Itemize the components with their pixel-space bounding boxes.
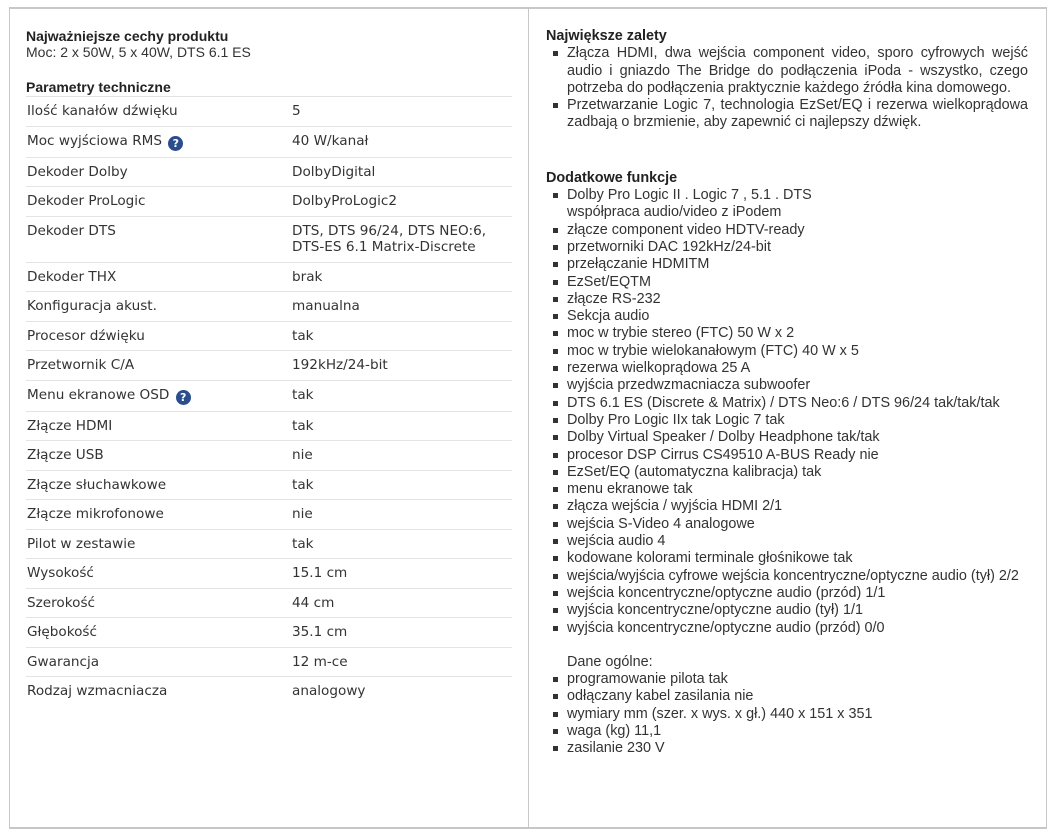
- spec-row: [26, 441, 512, 471]
- spec-name: [26, 618, 280, 648]
- spec-row: [26, 618, 512, 648]
- spec-name: [26, 470, 280, 500]
- spec-value: 40 W/kanał: [280, 126, 512, 157]
- feature-item: wyjścia koncentryczne/optyczne audio (przód) 0/0: [546, 620, 1028, 637]
- spec-value: 35.1 cm: [280, 618, 512, 648]
- spec-row: [26, 187, 512, 217]
- spec-value: nie: [280, 500, 512, 530]
- spec-name-text: Złącze HDMI: [27, 417, 113, 434]
- spec-value: 5: [280, 97, 512, 126]
- extra-features-title: Dodatkowe funkcje: [546, 169, 678, 186]
- feature-item: przełączanie HDMITM: [546, 256, 1028, 273]
- general-item: programowanie pilota tak: [546, 671, 1028, 688]
- spec-value: tak: [280, 380, 512, 411]
- spec-name-text: Procesor dźwięku: [27, 327, 145, 344]
- spec-name-text: Dekoder DTS: [27, 222, 116, 239]
- spec-name: [26, 351, 280, 381]
- feature-item: Sekcja audio: [546, 308, 1028, 325]
- feature-item: Dolby Virtual Speaker / Dolby Headphone tak/tak: [546, 429, 1028, 446]
- advantages-title: Największe zalety: [546, 28, 667, 44]
- feature-item: rezerwa wielkoprądowa 25 A: [546, 360, 1028, 377]
- product-spec-panel: [9, 7, 1047, 829]
- spec-table: [26, 97, 512, 706]
- general-data-label: Dane ogólne:: [567, 653, 653, 670]
- spec-value: 44 cm: [280, 588, 512, 618]
- spec-value: manualna: [280, 292, 512, 322]
- help-icon[interactable]: ?: [176, 390, 191, 405]
- feature-item: DTS 6.1 ES (Discrete & Matrix) / DTS Neo:6 / DTS 96/24 tak/tak/tak: [546, 395, 1028, 412]
- general-item: waga (kg) 11,1: [546, 723, 1028, 740]
- spec-name-text: Przetwornik C/A: [27, 357, 135, 373]
- spec-value: analogowy: [292, 683, 366, 699]
- spec-value: tak: [280, 470, 512, 500]
- spec-name-text: Dekoder Dolby: [27, 163, 128, 180]
- spec-name: [26, 559, 280, 589]
- spec-name-text: Pilot w zestawie: [27, 535, 136, 552]
- spec-value: nie: [280, 441, 512, 471]
- spec-name-text: Ilość kanałów dźwięku: [27, 103, 178, 119]
- spec-row: [26, 588, 512, 618]
- general-items-list: [546, 671, 1028, 757]
- advantage-item: Złącza HDMI, dwa wejścia component video, sporo cyfrowych wejść audio i gniazdo The Bridge do podłączenia iPoda - wszystko, czego potrzeba do podłączenia praktycznie każdego źródła kina domowego.: [546, 45, 1028, 97]
- feature-item: współpraca audio/video z iPodem: [567, 204, 782, 221]
- feature-item: wyjścia przedwzmacniacza subwoofer: [546, 377, 1028, 394]
- spec-value: DolbyDigital: [280, 157, 512, 187]
- spec-name-text: Gwarancja: [27, 653, 100, 670]
- feature-item: wejścia S-Video 4 analogowe: [546, 516, 1028, 533]
- highlights-title: Najważniejsze cechy produktu: [26, 28, 229, 44]
- feature-item: złącze RS-232: [546, 291, 1028, 308]
- feature-item: złącze component video HDTV-ready: [546, 222, 1028, 239]
- spec-row: [26, 500, 512, 530]
- spec-name: [26, 529, 280, 559]
- feature-item: złącza wejścia / wyjścia HDMI 2/1: [546, 498, 1028, 515]
- spec-value: 15.1 cm: [280, 559, 512, 589]
- general-data-list: [546, 654, 1028, 671]
- spec-row: [26, 262, 512, 292]
- spec-row: [26, 529, 512, 559]
- advantages-list: [546, 45, 1028, 131]
- spec-name: [26, 441, 280, 471]
- spec-row: [26, 157, 512, 187]
- spec-name-text: Złącze słuchawkowe: [27, 476, 167, 493]
- spec-value: tak: [280, 411, 512, 441]
- spec-row: [26, 351, 512, 381]
- spec-name: [26, 157, 280, 187]
- feature-item: moc w trybie stereo (FTC) 50 W x 2: [546, 325, 1028, 342]
- spec-row: [26, 677, 512, 706]
- spec-row: [26, 559, 512, 589]
- advantage-item: Przetwarzanie Logic 7, technologia EzSet/EQ i rezerwa wielkoprądowa zadbają o brzmienie, aby zapewnić ci najlepszy dźwięk.: [546, 97, 1028, 132]
- params-title: Parametry techniczne: [26, 79, 512, 97]
- feature-item: menu ekranowe tak: [546, 481, 1028, 498]
- spec-name-text: Moc wyjściowa RMS: [27, 132, 163, 149]
- extra-features-list: [546, 187, 1028, 637]
- spec-name: [26, 216, 280, 262]
- spec-name: [26, 380, 280, 411]
- spec-name: [26, 126, 280, 157]
- spec-name: [26, 262, 280, 292]
- spec-value: brak: [280, 262, 512, 292]
- general-item: odłączany kabel zasilania nie: [546, 688, 1028, 705]
- spec-name: [26, 411, 280, 441]
- spec-row: [26, 647, 512, 677]
- feature-item: kodowane kolorami terminale głośnikowe tak: [546, 550, 1028, 567]
- spec-name-text: Głębokość: [27, 624, 97, 640]
- spec-value: tak: [280, 529, 512, 559]
- spec-name: [26, 292, 280, 322]
- left-column: [10, 9, 529, 827]
- spec-name: [26, 500, 280, 530]
- spec-row: [26, 292, 512, 322]
- highlights-text: Moc: 2 x 50W, 5 x 40W, DTS 6.1 ES: [26, 44, 251, 60]
- feature-item: przetworniki DAC 192kHz/24-bit: [546, 239, 1028, 256]
- spec-value: DTS, DTS 96/24, DTS NEO:6, DTS-ES 6.1 Matrix-Discrete: [280, 216, 512, 262]
- spec-name-text: Rodzaj wzmacniacza: [27, 683, 168, 699]
- spec-name: [26, 97, 280, 126]
- spec-name: [26, 647, 280, 677]
- spec-row: [26, 321, 512, 351]
- feature-item: wejścia audio 4: [546, 533, 1028, 550]
- feature-item: EzSet/EQ (automatyczna kalibracja) tak: [546, 464, 1028, 481]
- spec-row: [26, 97, 512, 126]
- spec-row: [26, 411, 512, 441]
- spec-value: 12 m-ce: [280, 647, 512, 677]
- spec-name-text: Szerokość: [27, 594, 95, 611]
- help-icon[interactable]: ?: [168, 136, 183, 151]
- spec-name: [26, 677, 280, 706]
- spec-row: [26, 126, 512, 157]
- spec-name: [26, 187, 280, 217]
- spec-name-text: Dekoder ProLogic: [27, 193, 146, 209]
- spec-row: [26, 470, 512, 500]
- spec-name-text: Dekoder THX: [27, 268, 117, 285]
- feature-item: EzSet/EQTM: [546, 274, 1028, 291]
- feature-item: procesor DSP Cirrus CS49510 A-BUS Ready nie: [546, 447, 1028, 464]
- feature-item: wejścia koncentryczne/optyczne audio (przód) 1/1: [546, 585, 1028, 602]
- spec-value: 192kHz/24-bit: [280, 351, 512, 381]
- spec-name-text: Menu ekranowe OSD: [27, 386, 170, 403]
- spec-value: tak: [280, 321, 512, 351]
- spec-name-text: Złącze USB: [27, 447, 104, 463]
- right-column: [529, 9, 1046, 827]
- feature-item: wejścia/wyjścia cyfrowe wejścia koncentryczne/optyczne audio (tył) 2/2: [546, 568, 1028, 585]
- feature-item: Dolby Pro Logic II . Logic 7 , 5.1 . DTS: [546, 187, 1028, 204]
- general-item: wymiary mm (szer. x wys. x gł.) 440 x 151 x 351: [546, 706, 1028, 723]
- spec-name-text: Konfiguracja akust.: [27, 298, 157, 314]
- spec-name-text: Złącze mikrofonowe: [27, 506, 164, 522]
- feature-item: Dolby Pro Logic IIx tak Logic 7 tak: [546, 412, 1028, 429]
- spec-name-text: Wysokość: [27, 565, 94, 581]
- spec-row: [26, 216, 512, 262]
- feature-item: wyjścia koncentryczne/optyczne audio (tył) 1/1: [546, 602, 1028, 619]
- spec-name: [26, 588, 280, 618]
- spec-value: DolbyProLogic2: [280, 187, 512, 217]
- feature-item: moc w trybie wielokanałowym (FTC) 40 W x 5: [546, 343, 1028, 360]
- spec-name: [26, 321, 280, 351]
- general-item: zasilanie 230 V: [546, 740, 1028, 757]
- spec-row: [26, 380, 512, 411]
